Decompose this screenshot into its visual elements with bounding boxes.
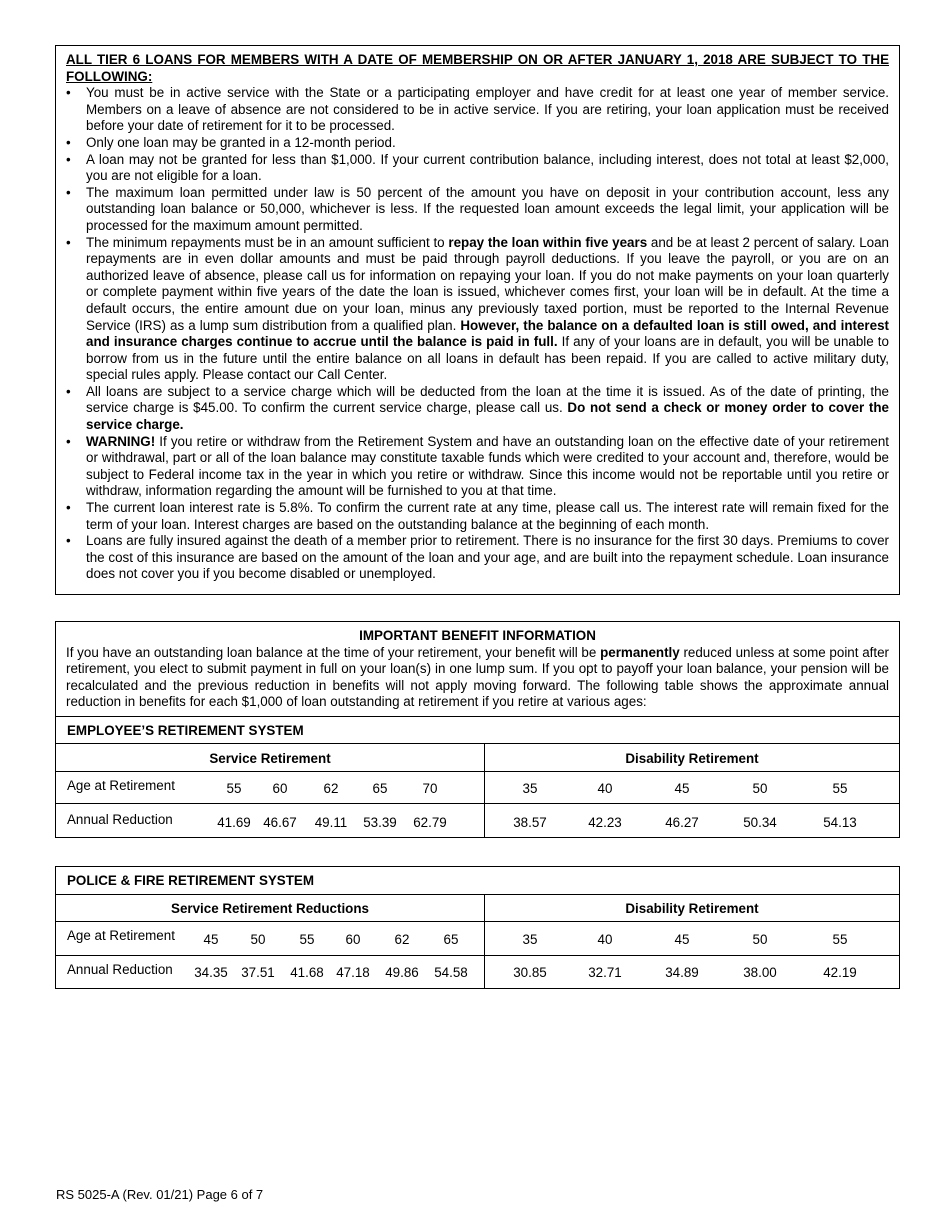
pfrs-column-divider: [484, 895, 485, 988]
pfrs-service-age: 45: [203, 932, 219, 947]
tier6-rules-list: [66, 85, 889, 583]
ers-service-age: 62: [323, 781, 339, 796]
rule-active-service: • You must be in active service with the State or a participating employer and have credit for at least one year of member service. Members on a leave of absence are not considered to be in active service. If you are retiring, your loan application must be received before your date of retirement for it to be processed.: [66, 85, 889, 135]
pfrs-reduction-label: Annual Reduction: [67, 962, 173, 977]
ers-disability-reduction: 54.13: [823, 815, 857, 830]
ers-service-age: 70: [422, 781, 438, 796]
pfrs-row-divider: [56, 955, 899, 956]
pfrs-disability-age: 40: [597, 932, 613, 947]
ers-column-divider: [484, 744, 485, 838]
ers-age-label: Age at Retirement: [67, 778, 175, 793]
pfrs-service-age: 55: [299, 932, 315, 947]
ers-disability-age: 45: [674, 781, 690, 796]
tier6-heading: ALL TIER 6 LOANS FOR MEMBERS WITH A DATE OF MEMBERSHIP ON OR AFTER JANUARY 1, 2018 ARE SUBJECT TO THE FOLLOWING:: [66, 52, 889, 84]
pfrs-service-reduction: 37.51: [241, 965, 275, 980]
pfrs-divider: [56, 921, 899, 922]
ers-service-age: 55: [226, 781, 242, 796]
ers-service-head: Service Retirement: [209, 751, 331, 766]
pfrs-service-reduction: 34.35: [194, 965, 228, 980]
rule-minimum-loan: • A loan may not be granted for less than $1,000. If your current contribution balance, including interest, does not total at least $2,000, you are not eligible for a loan.: [66, 152, 889, 185]
ers-service-age: 60: [272, 781, 288, 796]
pfrs-service-age: 50: [250, 932, 266, 947]
rule-maximum-loan: • The maximum loan permitted under law is 50 percent of the amount you have on deposit in your contribution account, less any outstanding loan balance or 50,000, whichever is less. If the requested loan amount exceeds the legal limit, your application will be processed for the maximum amount permitted.: [66, 185, 889, 235]
rule-repayment: • The minimum repayments must be in an amount sufficient to repay the loan within five years and be at least 2 percent of salary. Loan repayments are in even dollar amounts and must be paid through payroll deductions. If you leave the payroll, or you are on an authorized leave of absence, please call us for information on repaying your loan. If you do not make payments on your loan quarterly or complete payment within five years of the date the loan is issued, whichever comes first, your loan will be in default. At the time a default occurs, the entire amount due on your loan, minus any previously taxed portion, must be reported to the Internal Revenue Service (IRS) as a lump sum distribution from a qualified plan. However, the balance on a defaulted loan is still owed, and interest and insurance charges continue to accrue until the balance is paid in full. If any of your loans are in default, you will be unable to borrow from us in the future until the entire balance on all loans in default has been repaid. If you are called to active military duty, special rules apply. Please contact our Call Center.: [66, 235, 889, 384]
ers-service-reduction: 41.69: [217, 815, 251, 830]
rule-insurance: • Loans are fully insured against the death of a member prior to retirement. There is no insurance for the first 30 days. Premiums to cover the cost of this insurance are based on the amount of the loan and your age, and are built into the repayment schedule. Loan insurance does not cover you if you become disabled or unemployed.: [66, 533, 889, 583]
benefit-title: IMPORTANT BENEFIT INFORMATION: [359, 628, 596, 643]
pfrs-service-age: 60: [345, 932, 361, 947]
pfrs-service-age: 65: [443, 932, 459, 947]
pfrs-service-reduction: 49.86: [385, 965, 419, 980]
pfrs-disability-reduction: 34.89: [665, 965, 699, 980]
pfrs-disability-reduction: 42.19: [823, 965, 857, 980]
ers-disability-age: 35: [522, 781, 538, 796]
ers-disability-reduction: 50.34: [743, 815, 777, 830]
pfrs-title: POLICE & FIRE RETIREMENT SYSTEM: [56, 867, 899, 895]
ers-disability-reduction: 38.57: [513, 815, 547, 830]
ers-service-reduction: 46.67: [263, 815, 297, 830]
ers-disability-reduction: 46.27: [665, 815, 699, 830]
pfrs-service-head: Service Retirement Reductions: [171, 901, 369, 916]
pfrs-box: [55, 866, 900, 989]
pfrs-disability-age: 55: [832, 932, 848, 947]
pfrs-disability-age: 50: [752, 932, 768, 947]
ers-disability-reduction: 42.23: [588, 815, 622, 830]
ers-disability-age: 55: [832, 781, 848, 796]
ers-service-reduction: 62.79: [413, 815, 447, 830]
ers-service-reduction: 53.39: [363, 815, 397, 830]
rule-interest-rate: • The current loan interest rate is 5.8%. To confirm the current rate at any time, please call us. The interest rate will remain fixed for the term of your loan. Interest charges are based on the outstanding balance at the beginning of each month.: [66, 500, 889, 533]
ers-reduction-label: Annual Reduction: [67, 812, 173, 827]
pfrs-disability-age: 45: [674, 932, 690, 947]
ers-title: EMPLOYEE’S RETIREMENT SYSTEM: [56, 716, 899, 744]
page-footer: RS 5025-A (Rev. 01/21) Page 6 of 7: [56, 1187, 264, 1202]
tier6-rules-box: [55, 45, 900, 595]
benefit-info-box: [55, 621, 900, 838]
pfrs-disability-reduction: 38.00: [743, 965, 777, 980]
pfrs-service-reduction: 41.68: [290, 965, 324, 980]
benefit-paragraph: If you have an outstanding loan balance at the time of your retirement, your benefit will be permanently reduced unless at some point after retirement, you elect to submit payment in full on your loan(s) in one lump sum. If you opt to payoff your loan balance, your pension will be recalculated and the previous reduction in benefits will not apply moving forward. The following table shows the approximate annual reduction in benefits for each $1,000 of loan outstanding at retirement if you retire at various ages:: [66, 644, 889, 710]
pfrs-age-label: Age at Retirement: [67, 928, 175, 943]
pfrs-service-reduction: 54.58: [434, 965, 468, 980]
rule-warning: • WARNING! If you retire or withdraw from the Retirement System and have an outstanding loan on the effective date of your retirement or withdrawal, part or all of the loan balance may constitute taxable funds which were credited to your account and, therefore, would be subject to Federal income tax in the year in which you retire or withdraw. Since this income would not be reportable until you retire or withdraw, information regarding the amount will be furnished to you at that time.: [66, 434, 889, 500]
pfrs-disability-age: 35: [522, 932, 538, 947]
pfrs-service-age: 62: [394, 932, 410, 947]
rule-one-loan: • Only one loan may be granted in a 12-month period.: [66, 135, 889, 152]
ers-service-reduction: 49.11: [314, 815, 348, 830]
pfrs-disability-head: Disability Retirement: [625, 901, 759, 916]
pfrs-service-reduction: 47.18: [336, 965, 370, 980]
rule-service-charge: • All loans are subject to a service charge which will be deducted from the loan at the time it is issued. As of the date of printing, the service charge is $45.00. To confirm the current service charge, please call us. Do not send a check or money order to cover the service charge.: [66, 384, 889, 434]
ers-row-divider: [56, 803, 899, 804]
ers-disability-head: Disability Retirement: [625, 751, 759, 766]
ers-disability-age: 50: [752, 781, 768, 796]
ers-divider: [56, 771, 899, 772]
pfrs-disability-reduction: 30.85: [513, 965, 547, 980]
pfrs-disability-reduction: 32.71: [588, 965, 622, 980]
ers-disability-age: 40: [597, 781, 613, 796]
ers-service-age: 65: [372, 781, 388, 796]
